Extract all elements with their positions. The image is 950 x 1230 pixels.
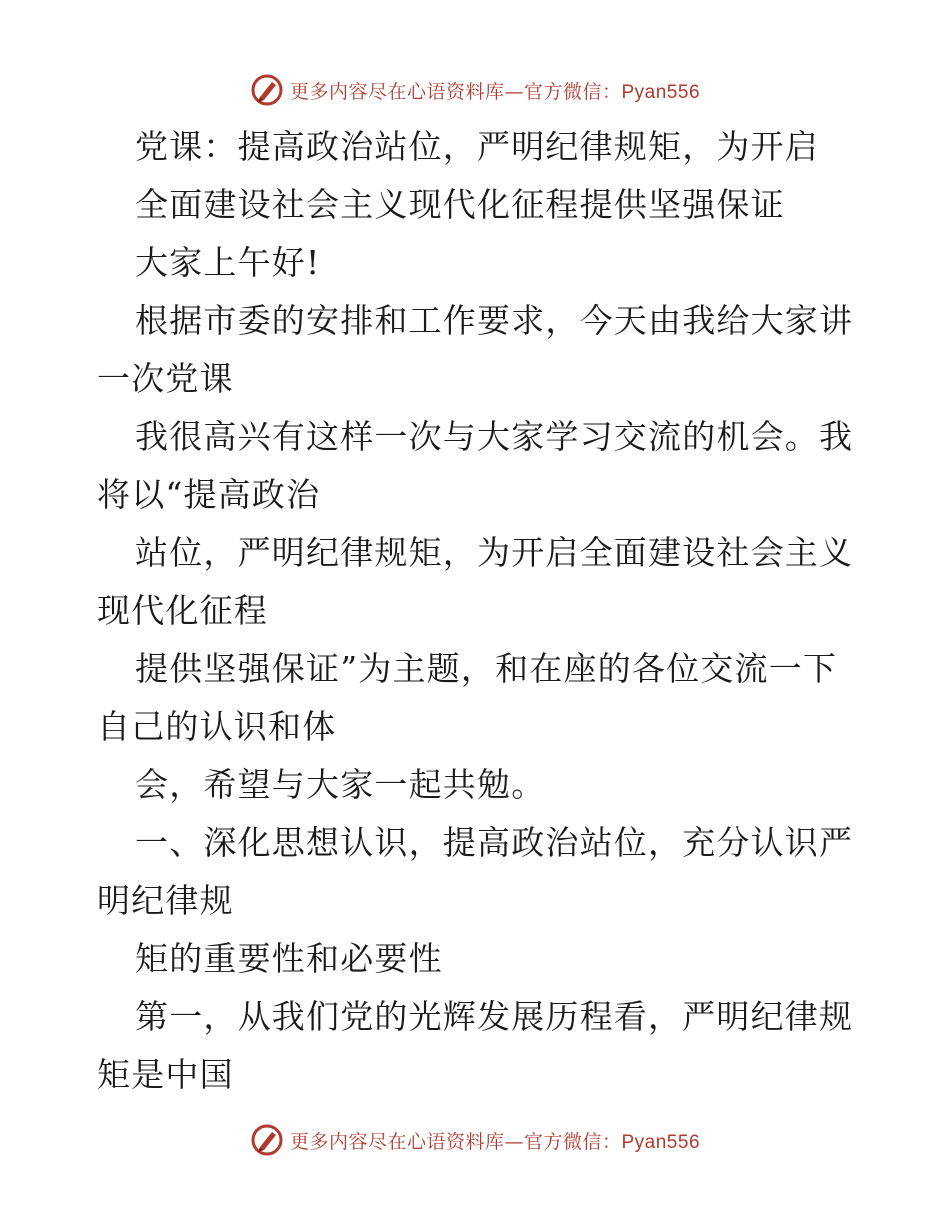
paragraph-line: 我很高兴有这样一次与大家学习交流的机会。我 <box>135 417 854 456</box>
paragraph-line: 矩是中国 <box>97 1055 234 1094</box>
paragraph-line: 根据市委的安排和工作要求，今天由我给大家讲 <box>135 301 854 340</box>
pen-logo-icon <box>250 73 284 107</box>
pen-logo-icon <box>250 1123 284 1157</box>
section-heading-line: 一、深化思想认识，提高政治站位，充分认识严 <box>135 823 854 862</box>
watermark-text: 更多内容尽在心语资料库—官方微信：Pyan556 <box>289 80 701 103</box>
paragraph-line: 会，希望与大家一起共勉。 <box>135 765 546 804</box>
paragraph-line: 提供坚强保证”为主题，和在座的各位交流一下 <box>135 649 838 688</box>
section-heading-line: 明纪律规 <box>97 881 234 920</box>
title-line-2: 全面建设社会主义现代化征程提供坚强保证 <box>135 185 785 224</box>
title-line-1: 党课：提高政治站位，严明纪律规矩，为开启 <box>135 127 819 166</box>
header-watermark <box>0 70 950 110</box>
document-body <box>97 118 857 1104</box>
watermark-text: 更多内容尽在心语资料库—官方微信：Pyan556 <box>289 1130 701 1153</box>
paragraph-line: 将以“提高政治 <box>97 475 321 514</box>
paragraph-line: 自己的认识和体 <box>97 707 337 746</box>
section-heading-line: 矩的重要性和必要性 <box>135 939 443 978</box>
paragraph-line: 第一，从我们党的光辉发展历程看，严明纪律规 <box>135 997 854 1036</box>
footer-watermark <box>0 1120 950 1160</box>
paragraph-line: 站位，严明纪律规矩，为开启全面建设社会主义 <box>135 533 854 572</box>
greeting: 大家上午好! <box>135 243 321 282</box>
paragraph-line: 现代化征程 <box>97 591 268 630</box>
paragraph-line: 一次党课 <box>97 359 234 398</box>
